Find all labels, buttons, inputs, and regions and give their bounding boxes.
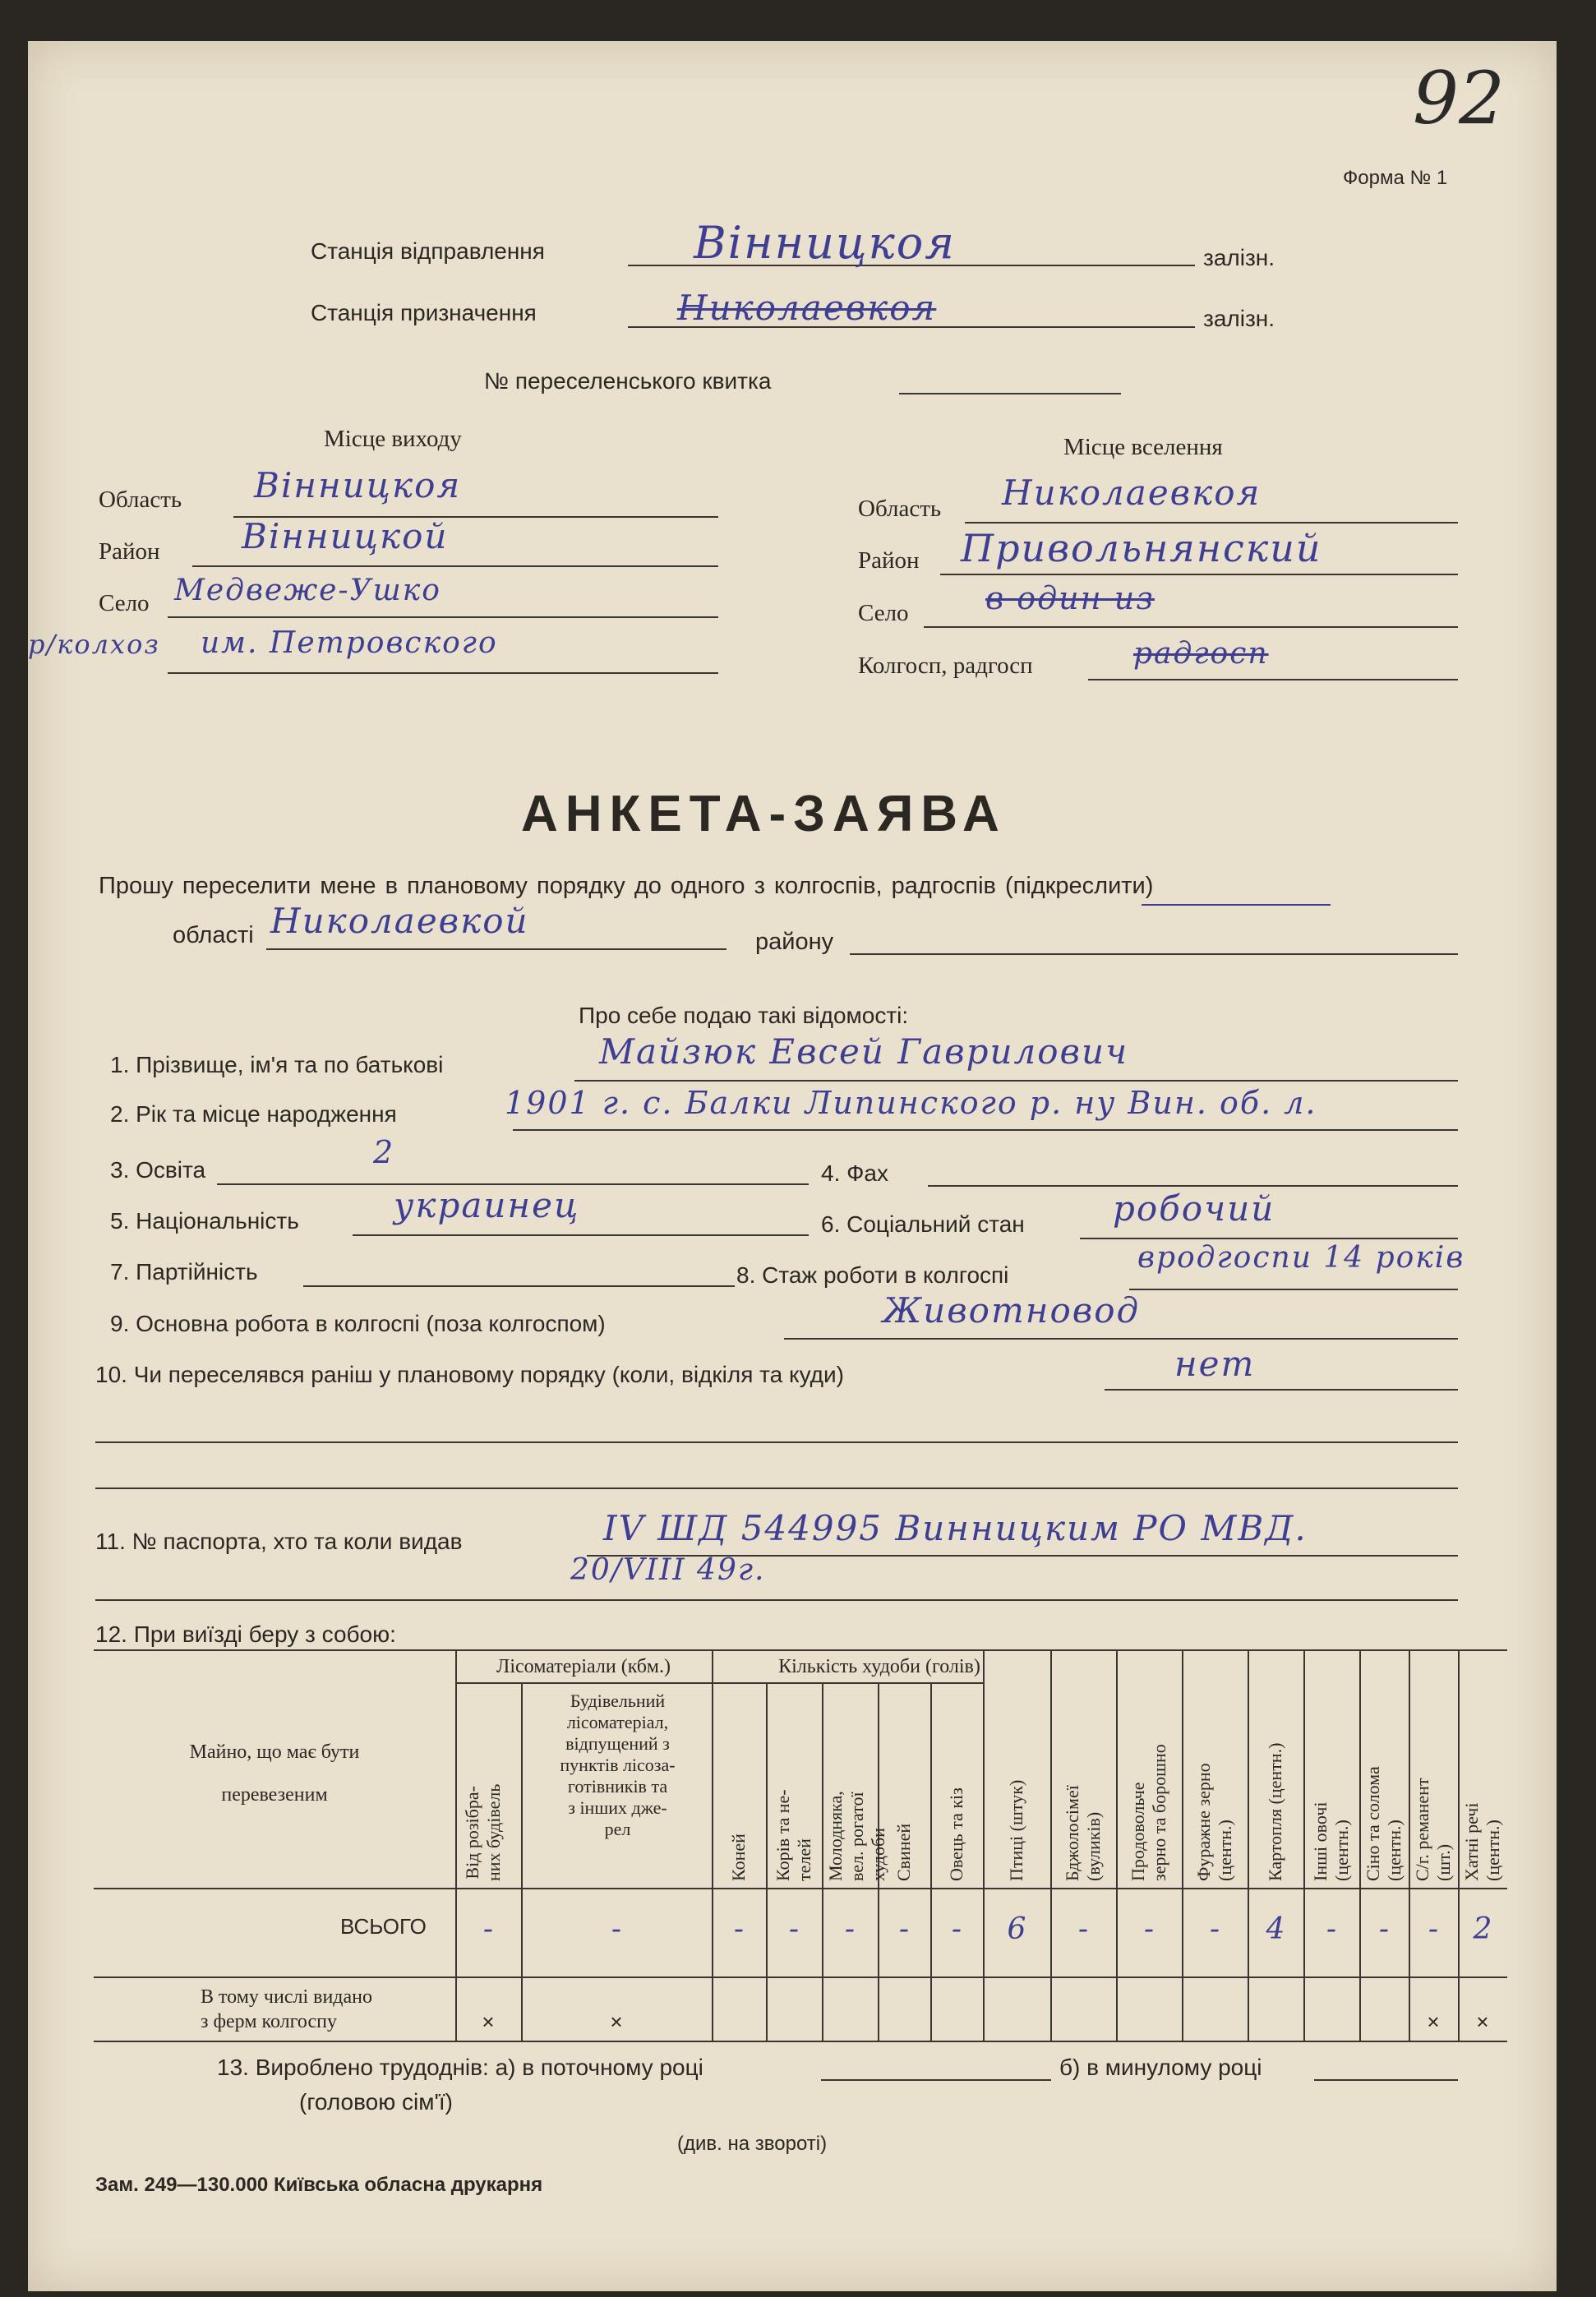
field-2-line: [513, 1129, 1458, 1131]
field-9-label: 9. Основна робота в колгоспі (поза колгоспом): [110, 1311, 606, 1336]
ticket-number-label: № переселенського квитка: [484, 368, 772, 394]
col-rule-4: [766, 1682, 768, 2041]
col-building-timber: Будівельний лісоматеріал, відпущений з пунктів лісоза- готівників та з інших дже- рел: [560, 1690, 676, 1839]
col-rule-11: [1182, 1649, 1183, 2041]
col-rule-10: [1116, 1649, 1118, 2041]
table-top-rule: [94, 1649, 1507, 1651]
see-back-note: (див. на звороті): [677, 2133, 828, 2155]
col-rule-8: [983, 1649, 985, 2041]
departure-rail-suffix: залізн.: [1203, 245, 1275, 270]
livestock-col-6: Бджолосімеї (вуликів): [1062, 1785, 1104, 1881]
field-6-label: 6. Соціальний стан: [821, 1211, 1025, 1237]
field-4-label: 4. Фах: [821, 1160, 888, 1186]
table-header-rule: [94, 1888, 1507, 1889]
field-2-value: 1901 г. с. Балки Липинского р. ну Вин. об. л.: [505, 1085, 1317, 1121]
field-6-value: робочий: [1113, 1188, 1275, 1229]
field-8-line: [1129, 1289, 1458, 1290]
destination-district-value: Привольнянский: [961, 526, 1322, 570]
field-11-value-2: 20/VIII 49г.: [570, 1553, 766, 1587]
origin-district-value: Вінницкой: [242, 516, 449, 556]
table-bottom-rule: [94, 2041, 1507, 2042]
col-dismantled: [462, 1784, 505, 1881]
col-rule-14: [1359, 1649, 1361, 2041]
origin-farm-line: [168, 672, 718, 674]
origin-heading: Місце виходу: [324, 426, 462, 452]
field-10-line: [1105, 1389, 1458, 1391]
folio-number: 92: [1413, 56, 1505, 141]
oblast-line: [266, 948, 727, 950]
total-cell: -: [1143, 1912, 1155, 1946]
total-cell: -: [733, 1912, 745, 1946]
total-cell: 2: [1473, 1912, 1492, 1946]
field-9-value: Животновод: [883, 1290, 1141, 1331]
total-cell: -: [1326, 1912, 1337, 1946]
property-header: [127, 1740, 422, 1807]
field-5-label: 5. Національність: [110, 1208, 299, 1234]
destination-heading: Місце вселення: [1063, 434, 1223, 460]
other-col-2: Картопля (центн.): [1265, 1742, 1285, 1881]
field-12-label: 12. При виїзді беру з собою:: [95, 1621, 396, 1647]
livestock-group-rule: [712, 1682, 983, 1684]
livestock-col-2: Молодняка, вел. рогатої худоби: [825, 1791, 888, 1881]
other-col-0: Продовольче зерно та борошно: [1128, 1744, 1169, 1881]
col-rule-5: [822, 1682, 823, 2041]
col-rule-13: [1303, 1649, 1305, 2041]
workdays-sub: (головою сім'ї): [299, 2089, 453, 2115]
total-cell: -: [788, 1912, 800, 1946]
departure-station-label: Станція відправлення: [311, 238, 545, 264]
destination-village-label: Село: [858, 600, 909, 626]
ticket-number-line: [899, 393, 1121, 394]
intro-text: Про себе подаю такі відомості:: [579, 1003, 909, 1028]
field-1-label: 1. Прізвище, ім'я та по батькові: [110, 1052, 444, 1077]
field-7-line: [303, 1285, 735, 1287]
field-3-value: 2: [373, 1134, 395, 1170]
origin-district-label: Район: [99, 538, 160, 565]
total-cell: -: [898, 1912, 910, 1946]
total-cell: -: [844, 1912, 856, 1946]
printer-imprint: Зам. 249—130.000 Київська обласна друкарня: [95, 2174, 543, 2196]
raion-label: району: [755, 929, 834, 955]
livestock-col-5: Птиці (штук): [1006, 1779, 1026, 1881]
field-11-line-2: [95, 1599, 1458, 1601]
total-cell: -: [1378, 1912, 1390, 1946]
field-2-label: 2. Рік та місце народження: [110, 1101, 397, 1127]
destination-region-line: [965, 522, 1458, 524]
total-cell: -: [611, 1912, 622, 1946]
livestock-group-header: Кількість худоби (голів): [778, 1656, 980, 1677]
total-row-label: ВСЬОГО: [340, 1914, 427, 1939]
destination-farm-line: [1088, 679, 1458, 680]
farm-cell-mark: ×: [1427, 2009, 1440, 2034]
col-dismantled-text: Від розібра- них будівель: [462, 1783, 504, 1881]
form-title: АНКЕТА-ЗАЯВА: [521, 786, 1007, 842]
field-4-line: [928, 1185, 1458, 1187]
origin-village-label: Село: [99, 590, 150, 616]
destination-farm-label: Колгосп, радгосп: [858, 653, 1033, 679]
other-col-5: С/г. реманент (шт.): [1412, 1778, 1454, 1881]
other-col-1: Фуражне зерно (центн.): [1193, 1763, 1235, 1881]
request-line: Прошу переселити мене в плановому порядку до одного з колгоспів, радгоспів (підкреслити): [99, 873, 1154, 899]
origin-farm-prefix: р/колхоз: [28, 629, 160, 660]
field-10-value: нет: [1174, 1344, 1256, 1384]
field-5-line: [353, 1234, 809, 1236]
other-col-3: Інші овочі (центн.): [1310, 1801, 1352, 1881]
workdays-label: 13. Вироблено трудоднів: а) в поточному році: [217, 2055, 703, 2080]
raion-line: [850, 953, 1458, 955]
departure-station-value: Вінницкоя: [694, 217, 957, 269]
workdays-label-b: б) в минулому році: [1059, 2055, 1262, 2080]
origin-farm-value: им. Петровского: [201, 626, 498, 660]
origin-region-value: Вінницкоя: [254, 465, 462, 505]
col-rule-12: [1248, 1649, 1249, 2041]
destination-station-value: Николаевкоя: [677, 288, 937, 328]
field-8-value: вродгоспи 14 років: [1137, 1241, 1465, 1275]
field-10-line-2: [95, 1441, 1458, 1443]
field-11-value: IV ШД 544995 Винницким РО МВД.: [603, 1508, 1308, 1548]
field-3-label: 3. Освіта: [110, 1157, 206, 1183]
total-cell: 6: [1007, 1912, 1026, 1946]
destination-district-label: Район: [858, 547, 920, 574]
field-10-label: 10. Чи переселявся раніш у плановому порядку (коли, відкіля та куди): [95, 1362, 844, 1387]
workdays-current-line: [821, 2079, 1051, 2081]
col-rule-1: [455, 1649, 457, 2041]
field-8-label: 8. Стаж роботи в колгоспі: [736, 1262, 1009, 1288]
other-col-6: Хатні речі (центн.): [1461, 1802, 1503, 1881]
field-10-line-3: [95, 1488, 1458, 1489]
oblast-label: області: [173, 922, 254, 948]
destination-region-value: Николаевкоя: [1002, 473, 1262, 513]
form-page: [28, 41, 1557, 2291]
destination-station-label: Станція призначення: [311, 300, 537, 325]
farm-cell-mark: ×: [482, 2009, 495, 2034]
livestock-col-1: Корів та не- телей: [773, 1789, 814, 1881]
timber-group-header: Лісоматеріали (кбм.): [496, 1656, 671, 1677]
origin-village-value: Медвеже-Ушко: [174, 574, 441, 607]
destination-village-line: [924, 626, 1458, 628]
farm-cell-mark: ×: [610, 2009, 623, 2034]
livestock-col-0: Коней: [728, 1833, 749, 1881]
form-number: Форма № 1: [1343, 167, 1448, 189]
oblast-value: Николаевкой: [270, 901, 529, 941]
destination-district-line: [940, 574, 1458, 575]
other-col-4: Сіно та солома (центн.): [1363, 1766, 1405, 1881]
field-11-label: 11. № паспорта, хто та коли видав: [95, 1529, 463, 1554]
livestock-col-4: Овець та кіз: [946, 1787, 966, 1881]
property-header-line2: перевезеним: [221, 1784, 328, 1806]
total-cell: 4: [1266, 1912, 1285, 1946]
destination-rail-suffix: залізн.: [1203, 306, 1275, 331]
origin-village-line: [168, 616, 718, 618]
destination-village-value: в один из: [985, 580, 1155, 616]
col-rule-2: [521, 1682, 523, 2041]
table-row-rule: [94, 1976, 1507, 1978]
total-cell: -: [1428, 1912, 1439, 1946]
radhosp-underline: [1142, 904, 1331, 906]
total-cell: -: [1209, 1912, 1220, 1946]
origin-region-label: Область: [99, 487, 182, 513]
property-table: [94, 1649, 1507, 2041]
workdays-previous-line: [1314, 2079, 1458, 2081]
col-rule-16: [1458, 1649, 1460, 2041]
origin-district-line: [192, 565, 718, 567]
livestock-col-3: Свиней: [893, 1823, 914, 1881]
farm-cell-mark: ×: [1476, 2009, 1489, 2034]
destination-region-label: Область: [858, 496, 942, 522]
field-1-value: Майзюк Евсей Гаврилович: [599, 1031, 1129, 1072]
farm-row-label-1: В тому числі видано: [201, 1986, 373, 2008]
field-1-line: [574, 1080, 1458, 1082]
col-rule-7: [930, 1682, 932, 2041]
total-cell: -: [482, 1912, 494, 1946]
property-header-line1: Майно, що має бути: [189, 1741, 360, 1763]
field-7-label: 7. Партійність: [110, 1259, 258, 1285]
col-rule-9: [1050, 1649, 1052, 2041]
field-9-line: [784, 1338, 1458, 1340]
col-rule-3: [712, 1649, 713, 2041]
field-6-line: [1080, 1238, 1458, 1239]
field-5-value: украинец: [394, 1185, 580, 1225]
farm-row-label-2: з ферм колгоспу: [201, 2011, 337, 2032]
destination-farm-value: радгосп: [1133, 637, 1269, 671]
total-cell: -: [951, 1912, 962, 1946]
col-rule-15: [1409, 1649, 1410, 2041]
total-cell: -: [1077, 1912, 1089, 1946]
